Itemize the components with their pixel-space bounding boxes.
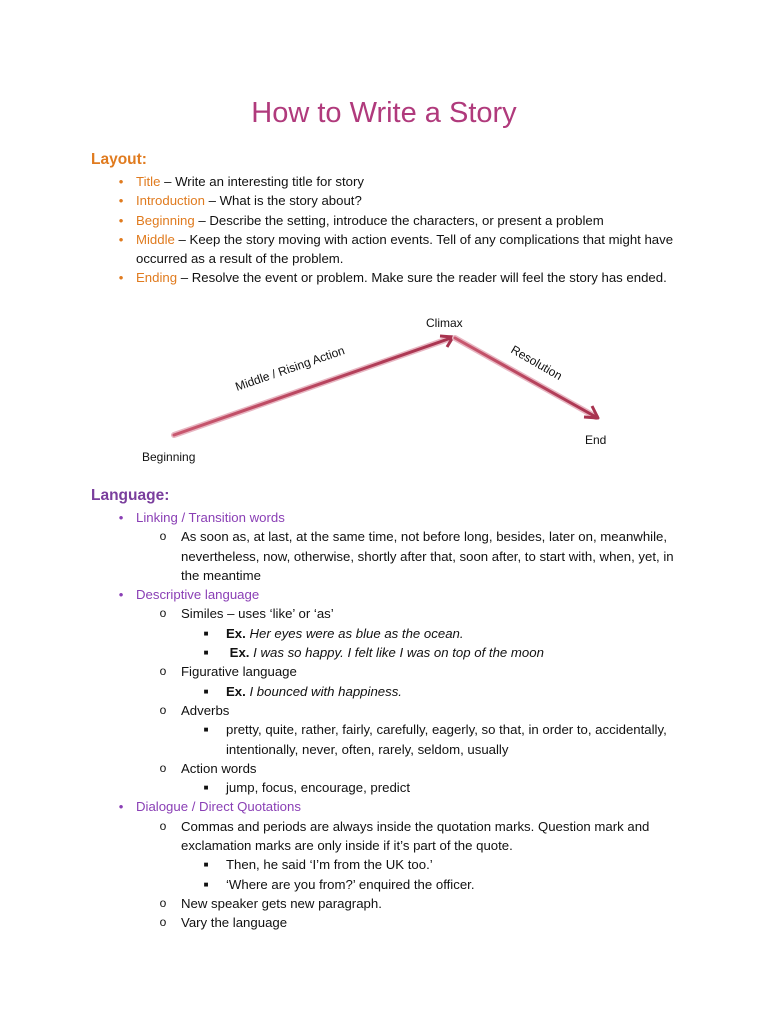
circle-bullet-icon: o <box>159 818 167 833</box>
simile-example-2 <box>0 643 768 662</box>
dialogue-example-2 <box>0 875 768 894</box>
layout-term: Introduction <box>136 193 205 209</box>
dialogue-rule-1 <box>0 817 768 856</box>
dialogue-rule-2 <box>0 894 768 913</box>
adverbs-list <box>0 720 768 759</box>
figurative-text: Figurative language <box>181 664 297 680</box>
bullet-icon: • <box>118 193 124 209</box>
similes-item <box>0 604 768 623</box>
square-bullet-icon: ■ <box>203 686 209 696</box>
adverbs-text: Adverbs <box>181 702 230 718</box>
bullet-icon: • <box>118 587 124 603</box>
layout-term: Middle <box>136 231 175 247</box>
language-list <box>0 508 768 933</box>
layout-text: – Write an interesting title for story <box>160 174 364 189</box>
linking-text: As soon as, at last, at the same time, not before long, besides, later on, meanwhile, nevertheless, now, otherwise, shortly after that, soon after, to start with, when, yet, in the meantime <box>181 529 674 583</box>
example-text: I bounced with happiness. <box>249 683 402 699</box>
bullet-icon: • <box>118 510 124 525</box>
descriptive-section <box>0 585 768 604</box>
story-arc-diagram <box>0 300 768 480</box>
bullet-icon: • <box>118 270 124 286</box>
bullet-icon: • <box>118 212 124 228</box>
circle-bullet-icon: o <box>159 895 167 910</box>
action-words-item <box>0 759 768 778</box>
dialogue-example-text: Then, he said ‘I’m from the UK too.’ <box>226 857 433 873</box>
rising-action-label: Middle / Rising Action <box>233 343 347 394</box>
descriptive-label: Descriptive language <box>136 587 260 603</box>
layout-list <box>0 172 768 288</box>
circle-bullet-icon: o <box>159 606 167 621</box>
dialogue-rule-text: Vary the language <box>181 915 288 931</box>
circle-bullet-icon: o <box>159 664 167 679</box>
example-label: Ex. <box>226 683 246 699</box>
layout-item-middle <box>0 230 768 269</box>
layout-term: Ending <box>136 270 178 286</box>
layout-item-beginning <box>0 211 768 230</box>
dialogue-section <box>0 797 768 816</box>
bullet-icon: • <box>118 799 124 815</box>
example-label: Ex. <box>229 645 250 661</box>
linking-section <box>0 508 768 527</box>
example-label: Ex. <box>226 625 246 641</box>
figurative-item <box>0 662 768 681</box>
dialogue-rule-text: Commas and periods are always inside the quotation marks. Question mark and exclamation marks are only inside if it’s part of the quote. <box>181 818 650 854</box>
adverbs-list-text: pretty, quite, rather, fairly, carefully, eagerly, so that, in order to, accidentally, intentionally, never, often, rarely, seldom, usually <box>226 722 667 757</box>
dialogue-example-text: ‘Where are you from?’ enquired the officer. <box>226 876 475 892</box>
example-text: I was so happy. I felt like I was on top of the moon <box>253 645 544 661</box>
beginning-label: Beginning <box>142 450 196 464</box>
linking-words <box>0 527 768 585</box>
circle-bullet-icon: o <box>159 915 167 930</box>
layout-heading: Layout: <box>91 151 147 168</box>
action-words-text: Action words <box>181 760 257 776</box>
bullet-icon: • <box>118 231 124 247</box>
layout-text: – What is the story about? <box>204 193 362 209</box>
circle-bullet-icon: o <box>159 702 167 717</box>
dialogue-label: Dialogue / Direct Quotations <box>136 799 301 815</box>
layout-term: Title <box>136 174 161 189</box>
climax-label: Climax <box>426 316 463 330</box>
layout-item-introduction <box>0 191 768 210</box>
layout-text: – Resolve the event or problem. Make sure the reader will feel the story has ended. <box>177 270 667 286</box>
square-bullet-icon: ■ <box>203 860 209 870</box>
action-words-list-text: jump, focus, encourage, predict <box>226 780 410 796</box>
square-bullet-icon: ■ <box>203 783 209 793</box>
square-bullet-icon: ■ <box>203 879 209 889</box>
dialogue-example-1 <box>0 855 768 874</box>
resolution-label: Resolution <box>508 342 565 383</box>
square-bullet-icon: ■ <box>203 725 209 735</box>
dialogue-rule-text: New speaker gets new paragraph. <box>181 895 382 911</box>
action-words-list <box>0 778 768 797</box>
layout-item-ending <box>0 268 768 287</box>
adverbs-item <box>0 701 768 720</box>
dialogue-rule-3 <box>0 913 768 932</box>
layout-text: – Describe the setting, introduce the characters, or present a problem <box>194 212 604 228</box>
page-title: How to Write a Story <box>251 97 517 129</box>
language-heading: Language: <box>91 487 170 504</box>
circle-bullet-icon: o <box>159 760 167 775</box>
end-label: End <box>585 433 607 447</box>
circle-bullet-icon: o <box>159 529 167 544</box>
layout-term: Beginning <box>136 212 195 228</box>
simile-example-1 <box>0 624 768 643</box>
linking-label: Linking / Transition words <box>136 510 285 525</box>
square-bullet-icon: ■ <box>203 648 209 658</box>
similes-text: Similes – uses ‘like’ or ‘as’ <box>181 606 334 622</box>
layout-item-title <box>0 172 768 191</box>
figurative-example <box>0 682 768 701</box>
layout-text: – Keep the story moving with action events. Tell of any complications that might have occurred as a result of the problem. <box>136 231 674 267</box>
example-text: Her eyes were as blue as the ocean. <box>249 625 464 641</box>
bullet-icon: • <box>118 174 124 189</box>
square-bullet-icon: ■ <box>203 628 209 638</box>
